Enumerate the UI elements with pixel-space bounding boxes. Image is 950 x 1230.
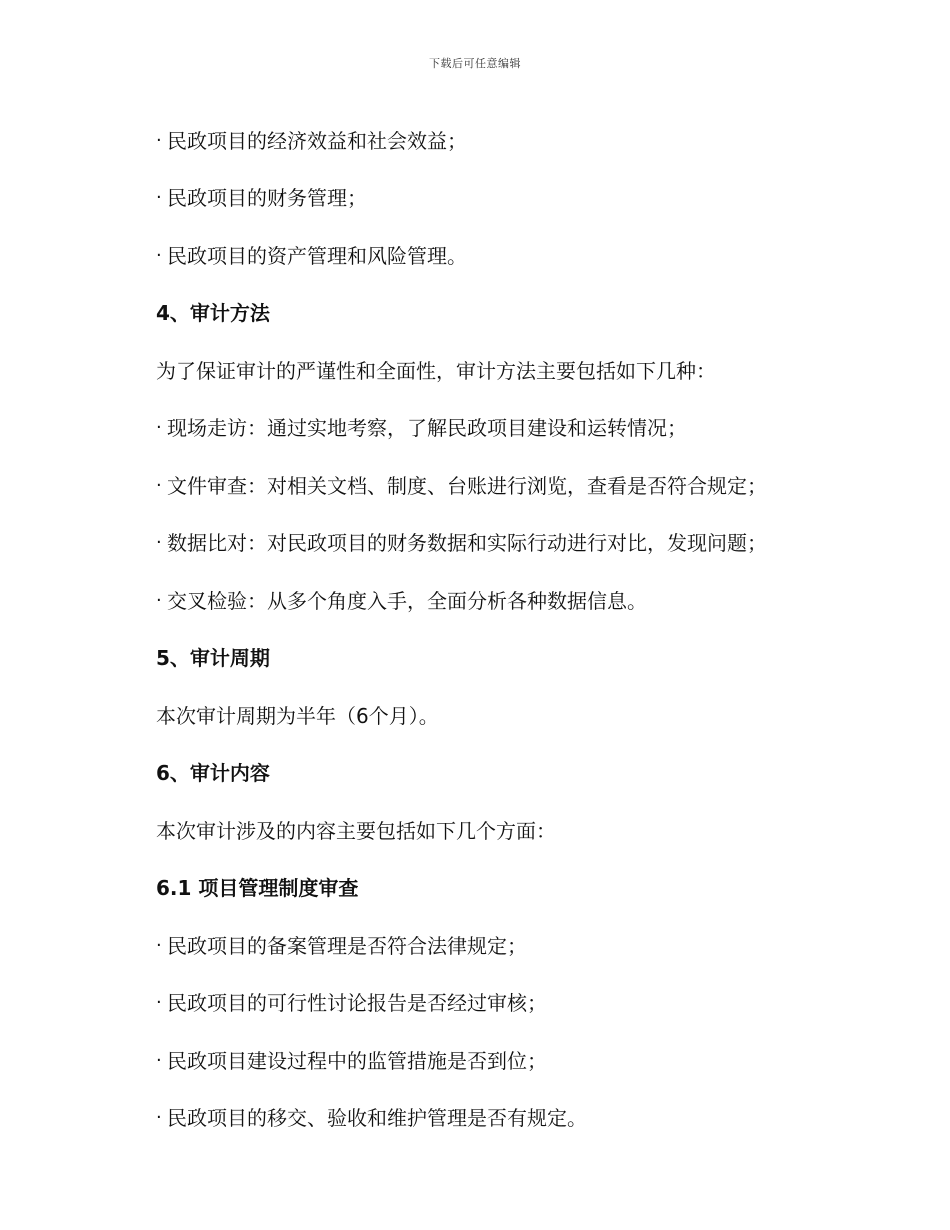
list-item (156, 227, 836, 285)
list-item (156, 170, 836, 228)
subsection-heading-text: 6.1 项目管理制度审查 (156, 876, 359, 901)
bullet-glyph: · (156, 992, 162, 1014)
section-heading (156, 630, 836, 688)
list-item-text: 交叉检验：从多个角度入手，全面分析各种数据信息。 (167, 588, 647, 613)
paragraph-text: 为了保证审计的严谨性和全面性，审计方法主要包括如下几种： (156, 358, 716, 383)
paragraph (156, 802, 836, 860)
list-item-text: 现场走访：通过实地考察，了解民政项目建设和运转情况； (167, 416, 687, 441)
bullet-glyph: · (156, 474, 162, 496)
bullet-glyph: · (156, 129, 162, 151)
bullet-glyph: · (156, 1049, 162, 1071)
list-item-text: 民政项目的资产管理和风险管理。 (167, 243, 467, 268)
section-heading (156, 745, 836, 803)
list-item (156, 515, 836, 573)
bullet-glyph: · (156, 417, 162, 439)
list-item (156, 1090, 836, 1148)
list-item-text: 民政项目建设过程中的监管措施是否到位； (167, 1048, 547, 1073)
list-item (156, 1032, 836, 1090)
list-item-text: 民政项目的经济效益和社会效益； (167, 128, 467, 153)
subsection-heading (156, 860, 836, 918)
list-item-text: 民政项目的财务管理； (167, 186, 367, 211)
list-item-text: 民政项目的移交、验收和维护管理是否有规定。 (167, 1106, 587, 1131)
section-heading (156, 285, 836, 343)
list-item (156, 112, 836, 170)
list-item-text: 民政项目的备案管理是否符合法律规定； (167, 933, 527, 958)
section-heading-text: 4、审计方法 (156, 301, 270, 326)
list-item (156, 917, 836, 975)
list-item (156, 975, 836, 1033)
paragraph-text: 本次审计涉及的内容主要包括如下几个方面： (156, 818, 556, 843)
list-item-text: 民政项目的可行性讨论报告是否经过审核； (167, 991, 547, 1016)
bullet-glyph: · (156, 589, 162, 611)
paragraph (156, 342, 836, 400)
bullet-glyph: · (156, 1107, 162, 1129)
list-item-text: 数据比对：对民政项目的财务数据和实际行动进行对比，发现问题； (167, 531, 767, 556)
list-item (156, 572, 836, 630)
list-item-text: 文件审查：对相关文档、制度、台账进行浏览，查看是否符合规定； (167, 473, 767, 498)
list-item (156, 457, 836, 515)
bullet-glyph: · (156, 244, 162, 266)
bullet-glyph: · (156, 532, 162, 554)
paragraph-text: 本次审计周期为半年（6个月）。 (156, 703, 439, 728)
bullet-glyph: · (156, 187, 162, 209)
bullet-glyph: · (156, 934, 162, 956)
list-item (156, 400, 836, 458)
section-heading-text: 5、审计周期 (156, 646, 270, 671)
document-body (156, 112, 836, 1147)
paragraph (156, 687, 836, 745)
section-heading-text: 6、审计内容 (156, 761, 270, 786)
page-header: 下载后可任意编辑 (429, 57, 521, 70)
